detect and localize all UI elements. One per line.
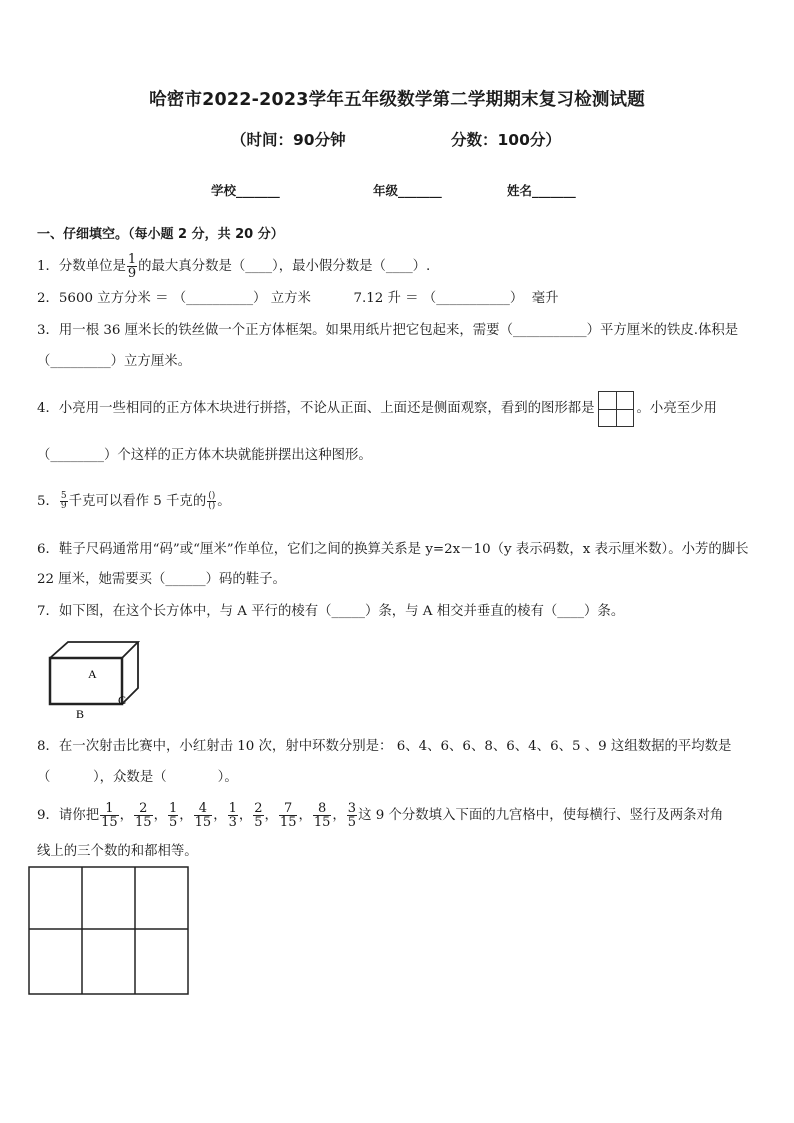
question-3-line2: （_________）立方厘米。 (37, 354, 191, 369)
q9-text-a: 9．请你把 (37, 808, 100, 823)
cuboid-top-face (50, 642, 138, 658)
q1-fraction (127, 253, 137, 280)
q9-fraction (134, 802, 153, 829)
q5-f1-num: 5 (60, 491, 67, 501)
question-9-line2: 线上的三个数的和都相等。 (37, 844, 198, 859)
q9-separator: ， (119, 808, 134, 823)
q9-separator: ， (238, 808, 253, 823)
q5-fraction-1 (60, 492, 68, 511)
question-7: 7．如下图，在这个长方体中，与 A 平行的棱有（_____）条，与 A 相交并垂直的棱有（____）条。 (37, 604, 625, 619)
question-4-line1 (37, 390, 717, 428)
q9-frac-num: 1 (100, 802, 119, 816)
question-5 (37, 492, 231, 512)
name-field: 姓名_______ (507, 183, 576, 198)
q9-frac-den: 15 (313, 815, 331, 830)
question-3-line1: 3．用一根 36 厘米长的铁丝做一个正方体框架。如果用纸片把它包起来，需要（___________）平方厘米的铁皮.体积是 (37, 323, 739, 338)
q9-frac-num: 4 (194, 802, 213, 816)
q9-separator: ， (332, 808, 346, 823)
section-heading: 一、仔细填空。（每小题 2 分，共 20 分） (37, 227, 284, 242)
q1-text-a: 1．分数单位是 (37, 259, 126, 274)
q5-f1-den: 9 (60, 501, 67, 511)
four-square-grid-icon (598, 391, 634, 427)
q9-frac-den: 5 (254, 815, 263, 830)
exam-score: 分数：100分） (451, 131, 561, 149)
q1-frac-den: 9 (127, 266, 137, 281)
q9-separator: ， (179, 808, 193, 823)
question-2: 2．5600 立方分米 ＝ （__________） 立方米 7.12 升 ＝ （___________） 毫升 (37, 291, 559, 306)
q9-separator: ， (213, 808, 227, 823)
question-9-line1 (37, 798, 723, 834)
q9-fraction (100, 802, 119, 829)
q9-frac-den: 15 (279, 815, 297, 830)
question-8-line2: （ ），众数是（ ）。 (37, 770, 238, 785)
school-field: 学校_______ (211, 183, 280, 198)
q9-frac-den: 5 (168, 815, 178, 830)
question-1 (37, 253, 430, 280)
q9-frac-num: 2 (134, 802, 153, 816)
page-title: 哈密市2022-2023学年五年级数学第二学期期末复习检测试题 (149, 90, 645, 110)
q9-fraction (313, 802, 332, 829)
q9-fraction (168, 802, 178, 829)
q5-text-b: 千克可以看作 5 千克的 (68, 494, 207, 509)
q4-text-b: 。小亮至少用 (636, 401, 717, 416)
question-8-line1: 8．在一次射击比赛中，小红射击 10 次，射中环数分别是： 6、4、6、6、8、6、4、6、5 、9 这组数据的平均数是 (37, 739, 732, 754)
q9-frac-den: 15 (194, 815, 212, 830)
q9-frac-den: 3 (228, 815, 237, 830)
q9-fraction (253, 802, 263, 829)
q9-frac-num: 8 (313, 802, 332, 816)
q5-text-a: 5． (37, 494, 59, 509)
question-4-line2: （________）个这样的正方体木块就能拼摆出这种图形。 (37, 448, 372, 463)
label-c: C (118, 693, 127, 707)
q9-frac-num: 3 (347, 801, 357, 816)
q5-text-c: 。 (217, 494, 231, 509)
label-b: B (76, 707, 85, 721)
q9-fraction (228, 802, 238, 829)
q1-text-b: 的最大真分数是（____），最小假分数是（____）. (138, 259, 431, 274)
q5-f2-num: () (208, 491, 216, 501)
q9-separator: ， (153, 808, 167, 823)
magic-square-grid (28, 866, 190, 996)
q9-separator: ， (298, 808, 312, 823)
q9-text-b: 这 9 个分数填入下面的九宫格中，使每横行、竖行及两条对角 (358, 808, 724, 823)
q9-frac-num: 1 (168, 801, 178, 816)
cuboid-front-face (50, 658, 122, 704)
q9-fraction (194, 802, 213, 829)
q9-frac-num: 1 (228, 801, 237, 816)
q9-fraction (347, 802, 357, 829)
q9-frac-den: 5 (347, 815, 357, 830)
exam-time: （时间：90分钟 (231, 131, 346, 149)
question-6-line2: 22 厘米，她需要买（______）码的鞋子。 (37, 572, 286, 587)
q9-frac-num: 2 (254, 801, 263, 816)
cuboid-figure (40, 636, 140, 722)
label-a: A (88, 667, 97, 681)
question-6-line1: 6．鞋子尺码通常用“码”或“厘米”作单位，它们之间的换算关系是 y=2x－10（y 表示码数，x 表示厘米数）。小芳的脚长 (37, 542, 749, 557)
q5-f2-den: () (208, 501, 216, 511)
q9-frac-den: 15 (135, 815, 152, 830)
q4-text-a: 4．小亮用一些相同的正方体木块进行拼搭，不论从正面、上面还是侧面观察，看到的图形都是 (37, 401, 595, 416)
grade-field: 年级_______ (373, 183, 442, 198)
q9-fraction (279, 802, 298, 829)
q9-frac-num: 7 (279, 802, 298, 816)
grid-border (29, 867, 188, 994)
q9-separator: ， (264, 808, 278, 823)
q9-frac-den: 15 (101, 815, 118, 830)
q1-frac-num: 1 (127, 252, 137, 267)
q5-fraction-2 (207, 492, 216, 511)
q9-fraction-list (99, 801, 358, 830)
